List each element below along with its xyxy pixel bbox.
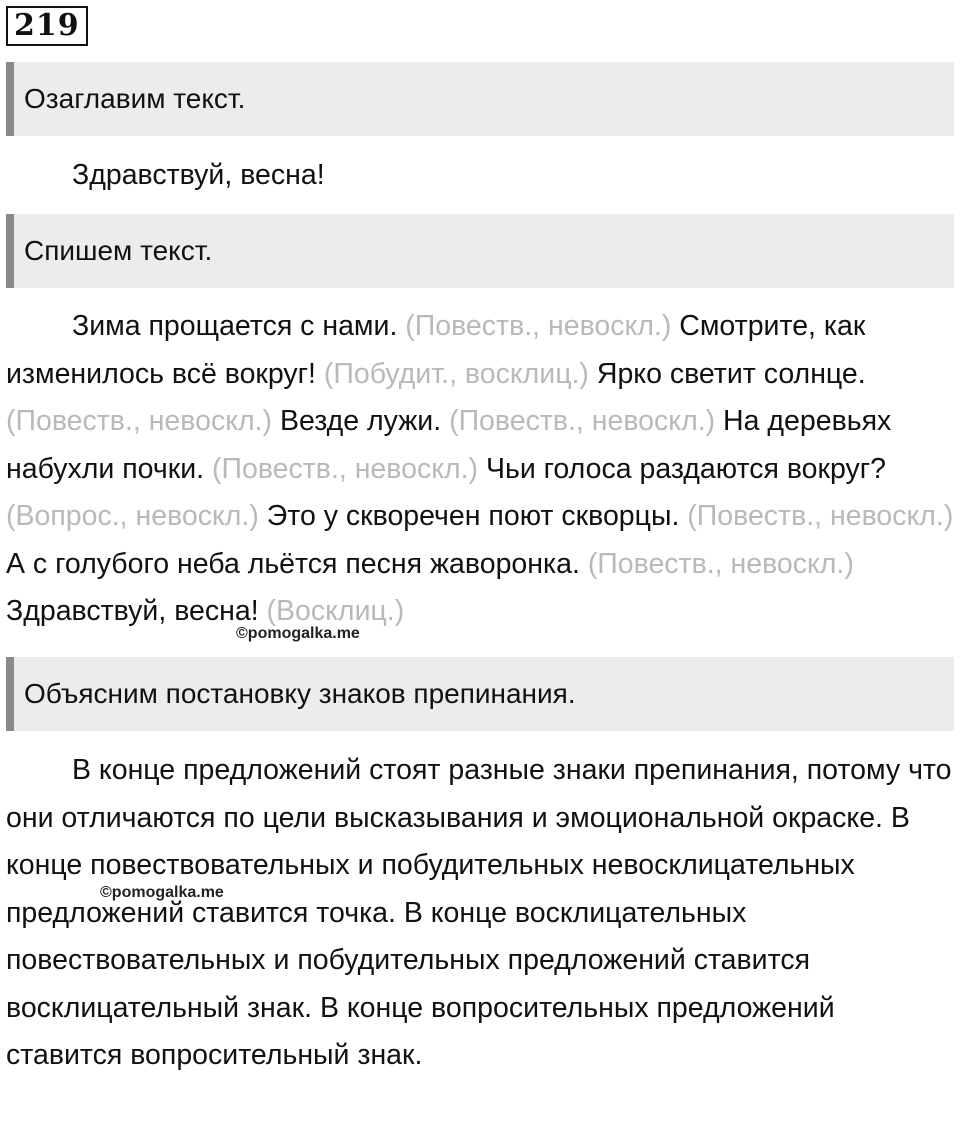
- sentence-type-note: (Повеств., невоскл.): [405, 310, 672, 342]
- title-answer: [6, 152, 954, 200]
- sentence: А с голубого неба льётся песня жаворонка.: [6, 547, 580, 580]
- sentence: Везде лужи.: [279, 405, 442, 437]
- sentence: Смотрите, как изменилось всё вокруг!: [6, 310, 866, 390]
- section-heading-text: Объясним постановку знаков препинания.: [24, 678, 576, 709]
- sentence-type-note: (Повеств., невоскл.): [449, 405, 716, 437]
- section-heading-text: Озаглавим текст.: [24, 83, 246, 114]
- sentence-type-note: (Повеств., невоскл.): [6, 405, 273, 437]
- sentence-type-note: (Побудит., восклиц.): [323, 357, 589, 390]
- task-number: 219: [6, 6, 88, 46]
- watermark: ©pomogalka.me: [236, 625, 360, 642]
- sentence: Ярко светит солнце.: [596, 357, 866, 390]
- section-heading-copy: [6, 214, 954, 288]
- sentence-type-note: (Повеств., невоскл.): [212, 452, 479, 485]
- sentence: Чьи голоса раздаются вокруг?: [485, 452, 887, 485]
- sentence: На деревьях набухли почки.: [6, 405, 892, 485]
- sentence-type-note: (Вопрос., невоскл.): [6, 500, 259, 532]
- sentence-type-note: (Повеств., невоскл.): [587, 547, 854, 580]
- section-heading-title: [6, 62, 954, 136]
- explanation-paragraph: [6, 747, 954, 1080]
- title-answer-text: Здравствуй, весна!: [72, 159, 325, 191]
- sentence-type-note: (Повеств., невоскл.): [687, 500, 954, 532]
- copied-text-paragraph: [6, 303, 954, 636]
- sentence: Это у скворечен поют скворцы.: [266, 500, 680, 532]
- section-heading-punctuation: [6, 657, 954, 731]
- sentence: Зима прощается с нами.: [72, 310, 398, 342]
- explanation-text: В конце предложений стоят разные знаки препинания, потому что они отличаются по цели высказывания и эмоциональной окраске. В конце повествовательных и побудительных невосклицательных предложений ставится точка. В конце восклицательных повествовательных и побудительных предложений ставится восклицательный знак. В конце вопросительных предложений ставится вопросительный знак.: [6, 754, 952, 1071]
- section-heading-text: Спишем текст.: [24, 235, 213, 266]
- watermark: ©pomogalka.me: [100, 884, 224, 901]
- sentence: Здравствуй, весна!: [6, 595, 259, 627]
- sentence-type-note: (Восклиц.): [266, 595, 405, 627]
